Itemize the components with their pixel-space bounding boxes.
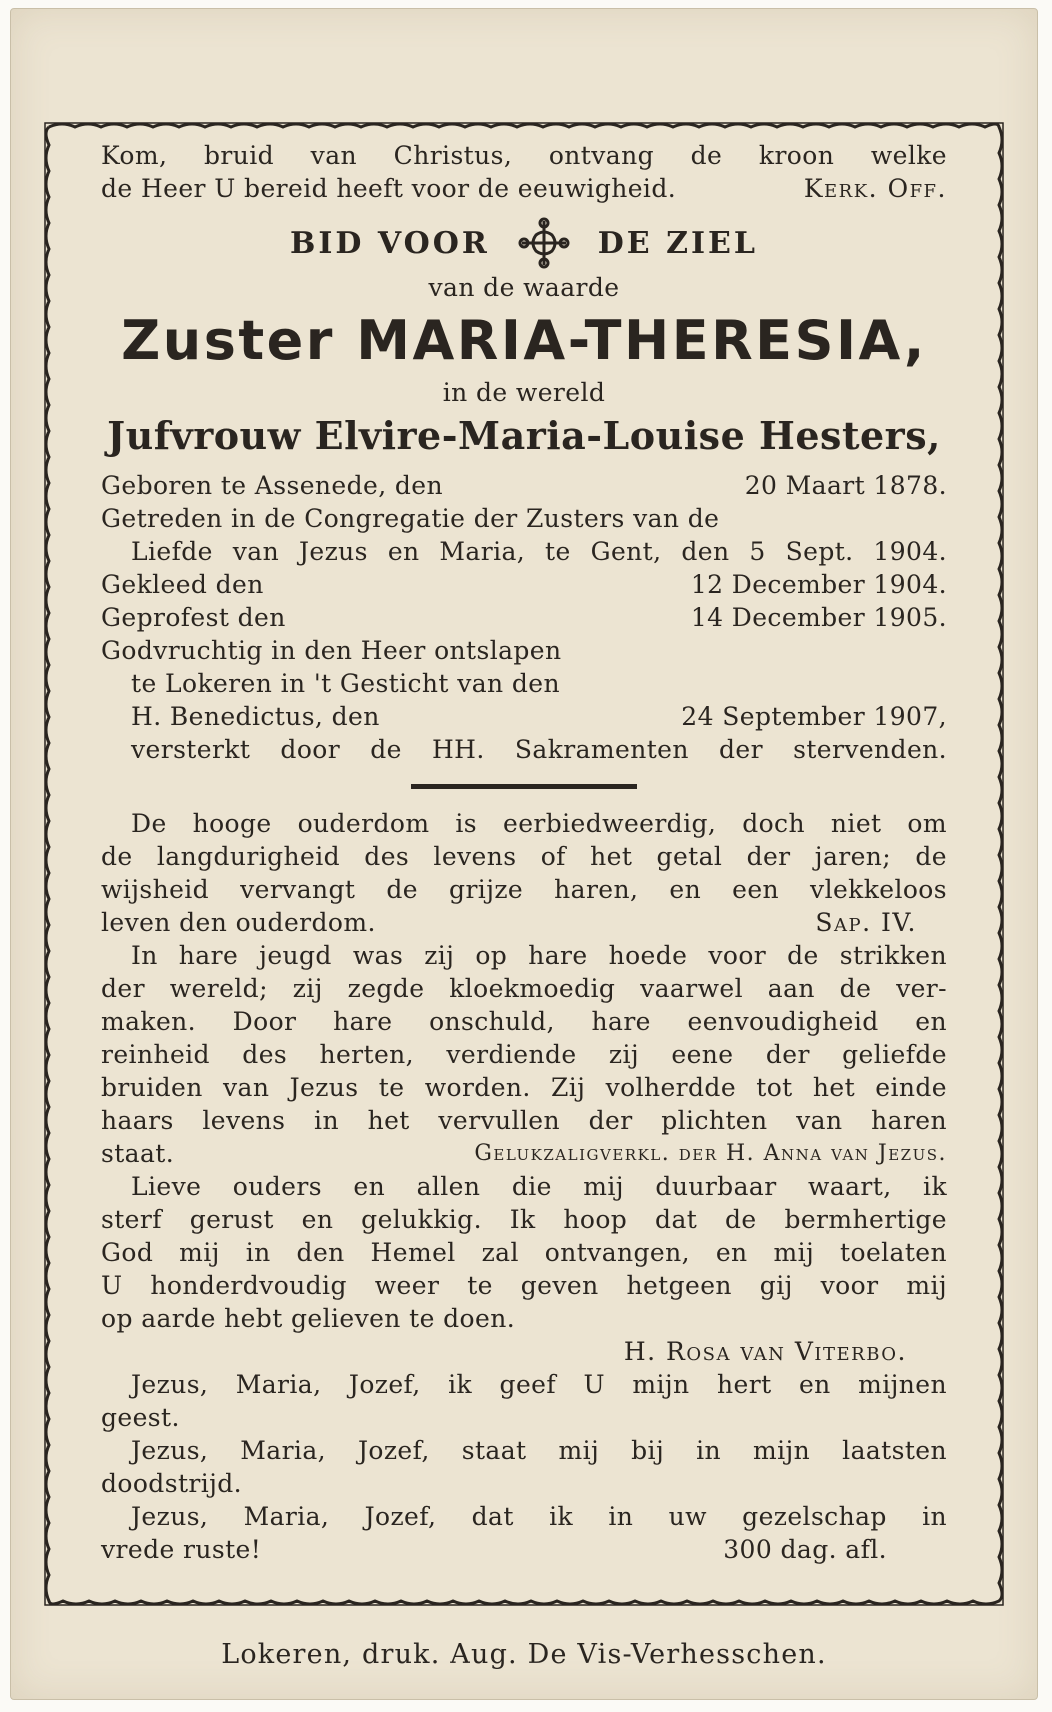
p3-line: U honderdvoudig weer te geven hetgeen gij voor mij	[101, 1271, 947, 1300]
paragraph-1	[101, 807, 947, 939]
p2-source: Gelukzaligverkl. der H. Anna van Jezus.	[474, 1141, 947, 1166]
p2-line: In hare jeugd was zij op hare hoede voor de strikken	[131, 941, 947, 970]
indulgence: 300 dag. afl.	[723, 1535, 887, 1564]
prayer-last-text: vrede ruste!	[101, 1535, 262, 1564]
p3-last-text: op aarde hebt gelieven te doen.	[101, 1304, 516, 1333]
paragraph-3	[101, 1170, 947, 1368]
clothed-label: Gekleed den	[101, 570, 264, 599]
born-date: 20 Maart 1878.	[744, 471, 947, 500]
fact-clothed	[101, 568, 947, 601]
prayer-line: Jezus, Maria, Jozef, dat ik in uw gezelschap in	[131, 1502, 947, 1531]
clothed-date: 12 December 1904.	[690, 570, 947, 599]
p1-last	[101, 906, 947, 939]
van-de-waarde: van de waarde	[428, 273, 620, 302]
p3-line: Lieve ouders en allen die mij duurbaar waart, ik	[131, 1172, 947, 1201]
died-date: 24 September 1907,	[681, 702, 947, 731]
memorial-card	[10, 8, 1038, 1700]
died-label: H. Benedictus, den	[131, 702, 380, 731]
p1-line: wijsheid vervangt de grijze haren, en een vlekkeloos	[101, 875, 947, 904]
bid-right: DE ZIEL	[597, 225, 758, 261]
bid-left: BID VOOR	[289, 225, 490, 261]
p1-line: de langdurigheid des levens of het getal der jaren; de	[101, 842, 947, 871]
professed-label: Geprofest den	[101, 603, 286, 632]
p3-line: sterf gerust en gelukkig. Ik hoop dat de bermhertige	[101, 1205, 947, 1234]
p2-line: der wereld; zij zegde kloekmoedig vaarwel aan de ver-	[101, 974, 947, 1003]
fact-entered-2: Liefde van Jezus en Maria, te Gent, den 5 Sept. 1904.	[131, 537, 947, 566]
fact-died-3	[101, 700, 947, 733]
prayers	[101, 1368, 947, 1566]
p2-line: maken. Door hare onschuld, hare eenvoudigheid en	[101, 1007, 947, 1036]
p2-last-text: staat.	[101, 1139, 175, 1168]
p2-line: reinheid des herten, verdiende zij eene der geliefde	[101, 1040, 947, 1069]
ornate-cross-icon	[518, 217, 570, 269]
in-de-wereld: in de wereld	[442, 378, 606, 407]
p1-source: Sap. IV.	[815, 908, 917, 937]
life-facts	[101, 469, 947, 766]
bid-voor-de-ziel	[101, 215, 947, 271]
fact-died-2: te Lokeren in 't Gesticht van den	[131, 669, 560, 698]
p2-line: bruiden van Jezus te worden. Zij volherdde tot het einde	[101, 1073, 947, 1102]
fact-died-4: versterkt door de HH. Sakramenten der stervenden.	[131, 735, 947, 764]
quote-text: de Heer U bereid heeft voor de eeuwigheid.	[101, 174, 677, 203]
born-label: Geboren te Assenede, den	[101, 471, 443, 500]
p3-line: God mij in den Hemel zal ontvangen, en mij toelaten	[101, 1238, 947, 1267]
p2-line: haars levens in het vervullen der plichten van haren	[101, 1106, 947, 1135]
prayer-last	[101, 1533, 947, 1566]
religious-name: Zuster MARIA-THERESIA,	[121, 309, 927, 372]
p1-line: De hooge ouderdom is eerbiedweerdig, doch niet om	[131, 809, 947, 838]
prayer-line: Jezus, Maria, Jozef, ik geef U mijn hert en mijnen	[131, 1370, 947, 1399]
quote-source: Kerk. Off.	[803, 174, 947, 203]
p3-source: H. Rosa van Viterbo.	[623, 1337, 907, 1366]
p1-last-text: leven den ouderdom.	[101, 908, 376, 937]
quote-line-1: Kom, bruid van Christus, ontvang de kroon welke	[101, 141, 947, 170]
printer-footer: Lokeren, druk. Aug. De Vis-Verhesschen.	[221, 1639, 827, 1670]
prayer-line: Jezus, Maria, Jozef, staat mij bij in mijn laatsten	[131, 1436, 947, 1465]
card-content	[101, 139, 947, 1566]
paragraph-2	[101, 939, 947, 1170]
prayer-line: doodstrijd.	[101, 1469, 243, 1498]
divider-rule	[411, 784, 637, 789]
fact-professed	[101, 601, 947, 634]
fact-born	[101, 469, 947, 502]
quote-line-2	[101, 172, 947, 205]
p2-last	[101, 1137, 947, 1170]
professed-date: 14 December 1905.	[690, 603, 947, 632]
civil-name: Jufvrouw Elvire-Maria-Louise Hesters,	[107, 413, 941, 458]
prayer-line: geest.	[101, 1403, 180, 1432]
fact-entered-1: Getreden in de Congregatie der Zusters van de	[101, 504, 720, 533]
fact-died-1: Godvruchtig in den Heer ontslapen	[101, 636, 562, 665]
